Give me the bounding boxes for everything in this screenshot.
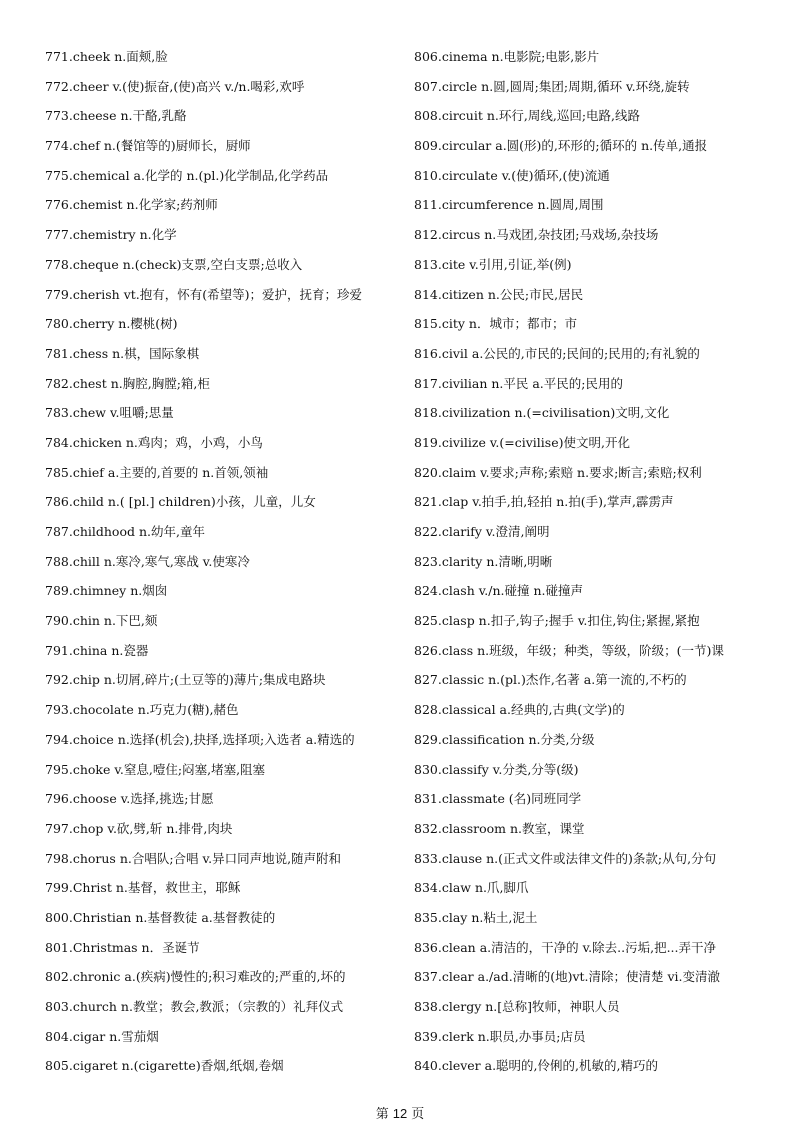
left-column bbox=[45, 42, 400, 1081]
vocab-entry: 831.classmate (名)同班同学 bbox=[414, 791, 582, 807]
vocab-entry: 802.chronic a.(疾病)慢性的;积习难改的;严重的,坏的 bbox=[45, 969, 346, 985]
vocab-entry: 780.cherry n.樱桃(树) bbox=[45, 316, 178, 332]
vocab-entry: 830.classify v.分类,分等(级) bbox=[414, 761, 579, 777]
vocab-entry: 820.claim v.要求;声称;索赔 n.要求;断言;索赔;权利 bbox=[414, 464, 702, 480]
vocab-entry: 801.Christmas n．圣诞节 bbox=[45, 939, 200, 955]
page-number: 12 bbox=[392, 1106, 408, 1121]
vocab-entry: 773.cheese n.干酪,乳酪 bbox=[45, 108, 187, 124]
page-footer bbox=[0, 1104, 800, 1125]
vocab-entry: 779.cherish vt.抱有，怀有(希望等)；爱护，抚育；珍爱 bbox=[45, 286, 363, 302]
footer-suffix: 页 bbox=[411, 1107, 425, 1122]
vocab-entry: 840.clever a.聪明的,伶俐的,机敏的,精巧的 bbox=[414, 1058, 658, 1074]
vocab-entry: 789.chimney n.烟囱 bbox=[45, 583, 168, 599]
vocab-entry: 782.chest n.胸腔,胸膛;箱,柜 bbox=[45, 375, 210, 391]
vocab-entry: 810.circulate v.(使)循环,(使)流通 bbox=[414, 167, 610, 183]
vocab-entry: 798.chorus n.合唱队;合唱 v.异口同声地说,随声附和 bbox=[45, 850, 342, 866]
vocab-entry: 776.chemist n.化学家;药剂师 bbox=[45, 197, 218, 213]
vocab-entry: 811.circumference n.圆周,周围 bbox=[414, 197, 604, 213]
vocab-entry: 788.chill n.寒冷,寒气,寒战 v.使寒冷 bbox=[45, 553, 250, 569]
vocab-entry: 835.clay n.粘土,泥土 bbox=[414, 909, 538, 925]
vocab-entry: 815.city n．城市；都市；市 bbox=[414, 316, 577, 332]
vocab-entry: 826.class n.班级，年级；种类，等级，阶级；(一节)课 bbox=[414, 642, 724, 658]
vocab-entry: 818.civilization n.(=civilisation)文明,文化 bbox=[414, 405, 670, 421]
vocab-entry: 812.circus n.马戏团,杂技团;马戏场,杂技场 bbox=[414, 227, 659, 243]
vocab-entry: 827.classic n.(pl.)杰作,名著 a.第一流的,不朽的 bbox=[414, 672, 687, 688]
vocab-entry: 783.chew v.咀嚼;思量 bbox=[45, 405, 174, 421]
vocab-entry: 816.civil a.公民的,市民的;民间的;民用的;有礼貌的 bbox=[414, 345, 700, 361]
vocab-entry: 775.chemical a.化学的 n.(pl.)化学制品,化学药品 bbox=[45, 167, 329, 183]
vocab-entry: 839.clerk n.职员,办事员;店员 bbox=[414, 1028, 586, 1044]
vocab-entry: 823.clarity n.清晰,明晰 bbox=[414, 553, 553, 569]
vocab-entry: 804.cigar n.雪茄烟 bbox=[45, 1028, 159, 1044]
vocab-entry: 791.china n.瓷器 bbox=[45, 642, 149, 658]
vocab-entry: 838.clergy n.[总称]牧师，神职人员 bbox=[414, 999, 620, 1014]
vocab-entry: 772.cheer v.(使)振奋,(使)高兴 v./n.喝彩,欢呼 bbox=[45, 78, 305, 94]
vocab-entry: 793.chocolate n.巧克力(糖),赭色 bbox=[45, 702, 239, 718]
vocab-entry: 829.classification n.分类,分级 bbox=[414, 731, 595, 747]
vocab-entry: 796.choose v.选择,挑选;甘愿 bbox=[45, 791, 214, 807]
vocab-entry: 778.cheque n.(check)支票,空白支票;总收入 bbox=[45, 256, 303, 272]
vocab-entry: 790.chin n.下巴,颏 bbox=[45, 613, 158, 629]
vocab-entry: 797.chop v.砍,劈,斩 n.排骨,肉块 bbox=[45, 820, 233, 836]
vocab-entry: 837.clear a./ad.清晰的(地)vt.清除；使清楚 vi.变清澈 bbox=[414, 969, 721, 985]
vocab-entry: 784.chicken n.鸡肉；鸡，小鸡，小鸟 bbox=[45, 434, 263, 450]
vocab-entry: 799.Christ n.基督，救世主，耶稣 bbox=[45, 880, 241, 896]
vocab-entry: 787.childhood n.幼年,童年 bbox=[45, 524, 205, 539]
vocab-entry: 828.classical a.经典的,古典(文学)的 bbox=[414, 702, 625, 718]
vocab-entry: 824.clash v./n.碰撞 n.碰撞声 bbox=[414, 583, 584, 599]
vocab-entry: 806.cinema n.电影院;电影,影片 bbox=[414, 49, 600, 64]
vocab-entry: 805.cigaret n.(cigarette)香烟,纸烟,卷烟 bbox=[45, 1058, 284, 1074]
vocab-entry: 785.chief a.主要的,首要的 n.首领,领袖 bbox=[45, 464, 269, 480]
vocab-entry: 825.clasp n.扣子,钩子;握手 v.扣住,钩住;紧握,紧抱 bbox=[414, 613, 700, 629]
vocab-entry: 794.choice n.选择(机会),抉择,选择项;入选者 a.精选的 bbox=[45, 731, 355, 747]
vocab-entry: 777.chemistry n.化学 bbox=[45, 227, 177, 243]
vocab-entry: 808.circuit n.环行,周线,巡回;电路,线路 bbox=[414, 108, 641, 124]
vocab-entry: 792.chip n.切屑,碎片;(土豆等的)薄片;集成电路块 bbox=[45, 672, 326, 688]
vocab-entry: 819.civilize v.(=civilise)使文明,开化 bbox=[414, 434, 630, 450]
vocab-entry: 817.civilian n.平民 a.平民的;民用的 bbox=[414, 375, 623, 391]
vocab-entry: 803.church n.教堂；教会,教派；（宗教的）礼拜仪式 bbox=[45, 999, 344, 1014]
vocab-entry: 809.circular a.圆(形)的,环形的;循环的 n.传单,通报 bbox=[414, 138, 708, 154]
vocab-entry: 781.chess n.棋，国际象棋 bbox=[45, 345, 200, 361]
footer-prefix: 第 bbox=[375, 1107, 389, 1122]
vocab-entry: 836.clean a.清洁的，干净的 v.除去..污垢,把...弄干净 bbox=[414, 939, 716, 955]
vocab-entry: 771.cheek n.面颊,脸 bbox=[45, 49, 168, 64]
vocab-entry: 814.citizen n.公民;市民,居民 bbox=[414, 286, 584, 302]
vocab-entry: 821.clap v.拍手,拍,轻拍 n.拍(手),掌声,霹雳声 bbox=[414, 494, 674, 510]
vocab-entry: 822.clarify v.澄清,阐明 bbox=[414, 524, 550, 539]
vocab-entry: 800.Christian n.基督教徒 a.基督教徒的 bbox=[45, 909, 276, 925]
vocab-entry: 813.cite v.引用,引证,举(例) bbox=[414, 256, 572, 272]
vocab-entry: 834.claw n.爪,脚爪 bbox=[414, 880, 529, 896]
vocab-entry: 786.child n.( [pl.] children)小孩，儿童，儿女 bbox=[45, 494, 316, 510]
vocab-entry: 832.classroom n.教室，课堂 bbox=[414, 820, 585, 836]
right-column bbox=[414, 42, 790, 1081]
vocab-entry: 795.choke v.窒息,噎住;闷塞,堵塞,阻塞 bbox=[45, 761, 266, 777]
vocab-entry: 807.circle n.圆,圆周;集团;周期,循环 v.环绕,旋转 bbox=[414, 78, 690, 94]
vocab-entry: 774.chef n.(餐馆等的)厨师长，厨师 bbox=[45, 138, 251, 154]
vocab-entry: 833.clause n.(正式文件或法律文件的)条款;从句,分句 bbox=[414, 850, 717, 866]
